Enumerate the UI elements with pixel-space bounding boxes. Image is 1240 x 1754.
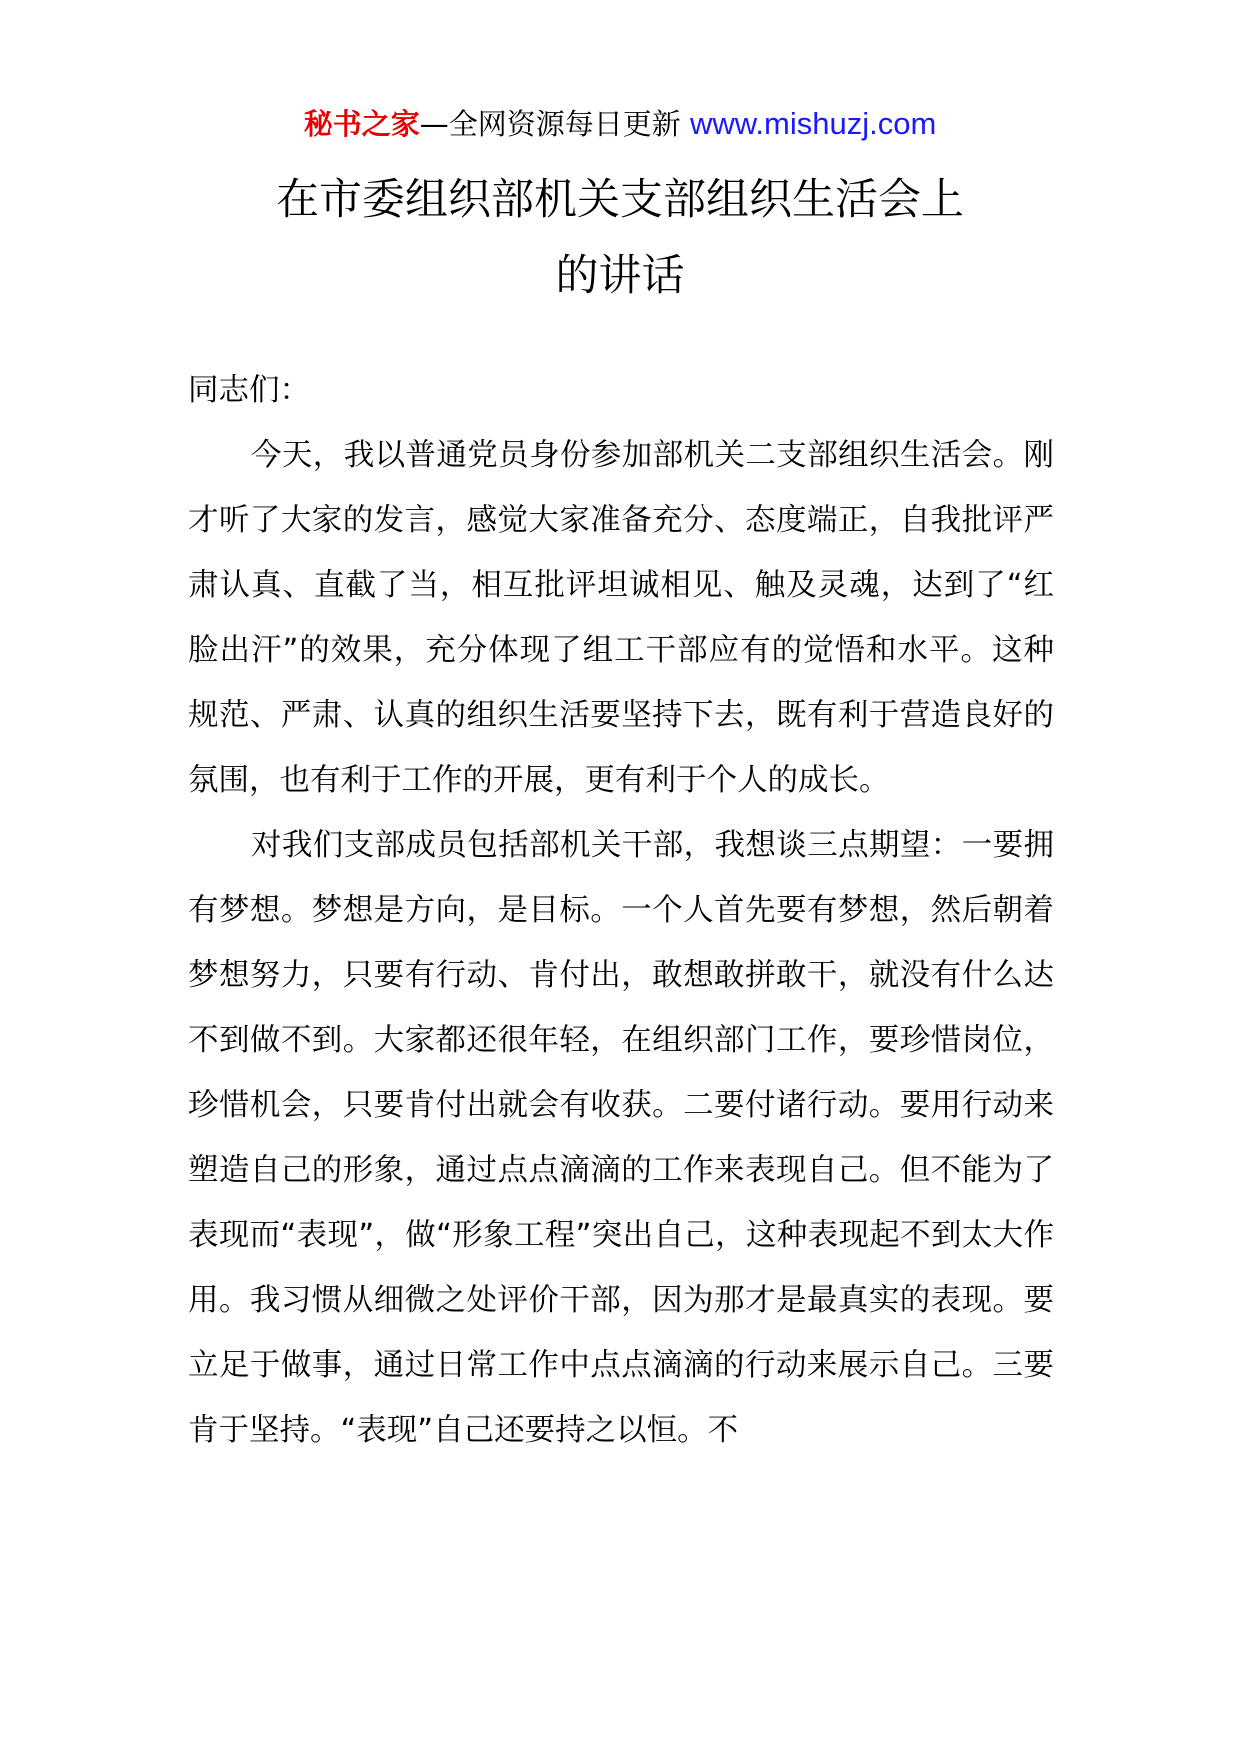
document-title (0, 162, 1240, 314)
paragraph-1: 今天，我以普通党员身份参加部机关二支部组织生活会。刚才听了大家的发言，感觉大家准备充分、态度端正，自我批评严肃认真、直截了当，相互批评坦诚相见、触及灵魂，达到了“红脸出汗”的效果，充分体现了组工干部应有的觉悟和水平。这种规范、严肃、认真的组织生活要坚持下去，既有利于营造良好的氛围，也有利于工作的开展，更有利于个人的成长。 (188, 438, 1054, 798)
header-tagline: —全网资源每日更新 (419, 107, 690, 141)
brand-name: 秘书之家 (303, 107, 420, 141)
salutation: 同志们： (188, 373, 310, 408)
title-line-1: 在市委组织部机关支部组织生活会上 (276, 175, 964, 225)
watermark-header (0, 100, 1240, 148)
document-body (188, 358, 1054, 1463)
site-url-link[interactable]: www.mishuzj.com (689, 106, 937, 141)
paragraph-2: 对我们支部成员包括部机关干部，我想谈三点期望：一要拥有梦想。梦想是方向，是目标。一个人首先要有梦想，然后朝着梦想努力，只要有行动、肯付出，敢想敢拼敢干，就没有什么达不到做不到。大家都还很年轻，在组织部门工作，要珍惜岗位，珍惜机会，只要肯付出就会有收获。二要付诸行动。要用行动来塑造自己的形象，通过点点滴滴的工作来表现自己。但不能为了表现而“表现”，做“形象工程”突出自己，这种表现起不到太大作用。我习惯从细微之处评价干部，因为那才是最真实的表现。要立足于做事，通过日常工作中点点滴滴的行动来展示自己。三要肯于坚持。“表现”自己还要持之以恒。不 (188, 828, 1054, 1448)
title-line-2: 的讲话 (555, 251, 685, 301)
